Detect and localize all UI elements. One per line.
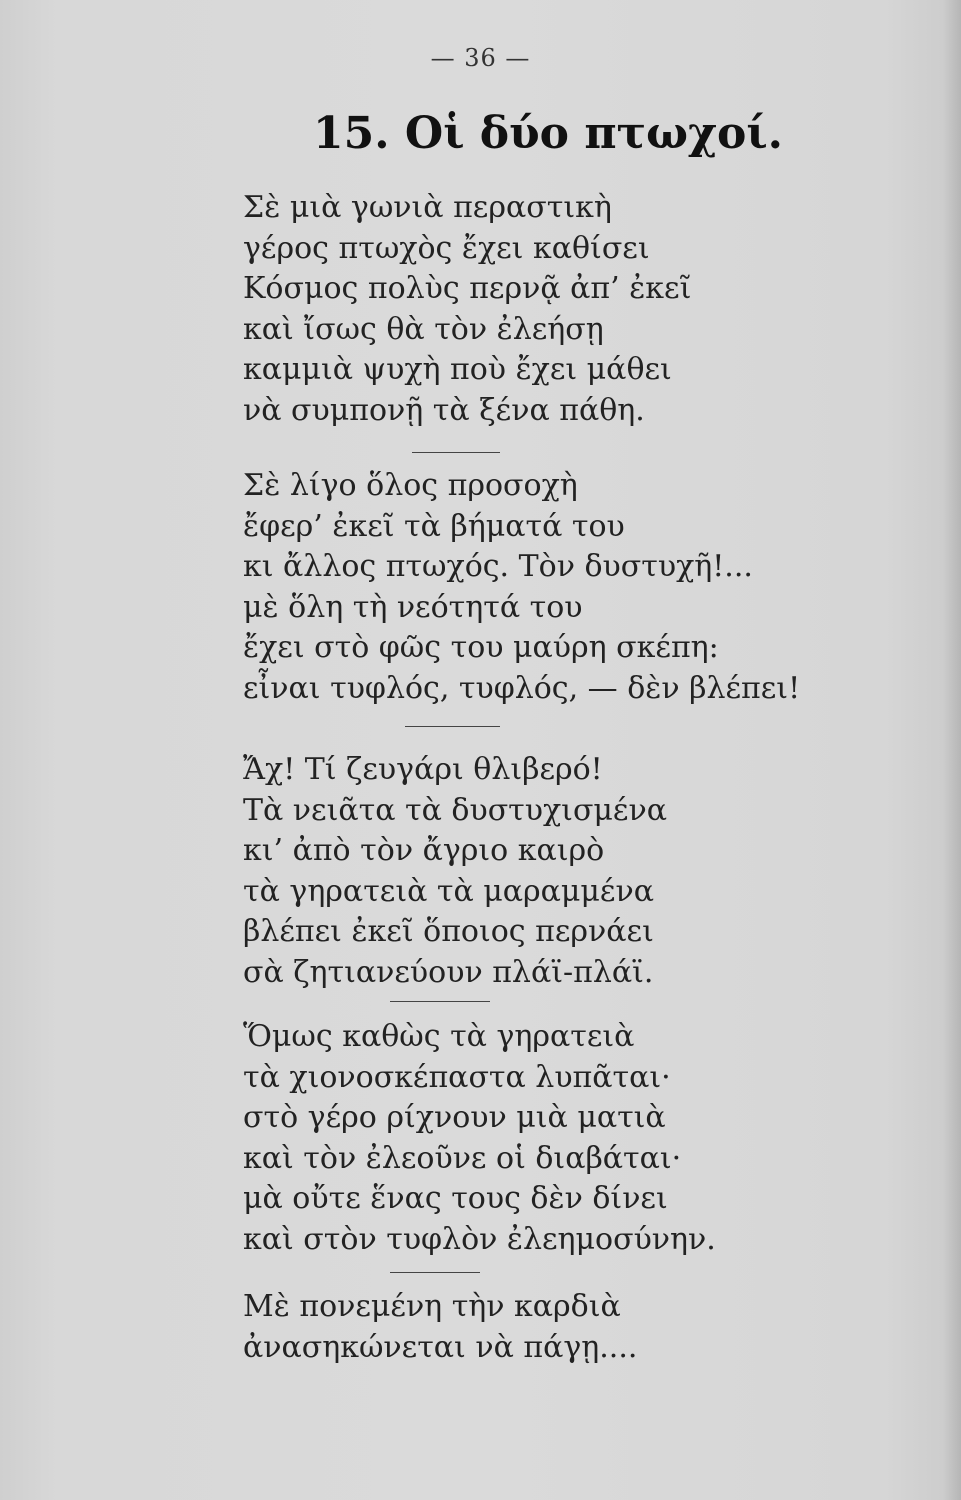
verse-line: καὶ στὸν τυφλὸν ἐλεημοσύνην.: [243, 1221, 716, 1257]
stanza-4: [243, 1017, 716, 1260]
verse-line: μὲ ὅλη τὴ νεότητά του: [243, 589, 583, 625]
verse-line: Ἄχ! Τί ζευγάρι θλιβερό!: [243, 752, 603, 787]
page-number: — 36 —: [430, 44, 531, 72]
verse-line: ἀνασηκώνεται νὰ πάγῃ....: [243, 1329, 638, 1365]
verse-line: Σὲ μιὰ γωνιὰ περαστικὴ: [243, 190, 612, 225]
stanza-divider: [390, 1272, 480, 1273]
verse-line: γέρος πτωχὸς ἔχει καθίσει: [243, 230, 650, 266]
stanza-divider: [405, 726, 500, 727]
poem-title: 15. Οἱ δύο πτωχοί.: [313, 108, 783, 159]
verse-line: εἶναι τυφλός, τυφλός, — δὲν βλέπει!: [243, 670, 801, 706]
verse-line: κι’ ἀπὸ τὸν ἄγριο καιρὸ: [243, 833, 605, 868]
stanza-2: [243, 466, 800, 709]
verse-line: καμμιὰ ψυχὴ ποὺ ἔχει μάθει: [243, 352, 672, 387]
verse-line: τὰ γηρατειὰ τὰ μαραμμένα: [243, 873, 654, 909]
stanza-divider: [412, 452, 500, 453]
verse-line: κι ἄλλος πτωχός. Τὸν δυστυχῆ!...: [243, 549, 753, 584]
stanza-5: [243, 1287, 637, 1368]
verse-line: μὰ οὔτε ἕνας τους δὲν δίνει: [243, 1181, 668, 1216]
verse-line: ἔφερ’ ἐκεῖ τὰ βήματά του: [243, 508, 625, 544]
stanza-divider: [390, 1001, 490, 1002]
stanza-3: [243, 750, 667, 993]
verse-line: Σὲ λίγο ὅλος προσοχὴ: [243, 468, 578, 503]
verse-line: καὶ τὸν ἐλεοῦνε οἱ διαβάται·: [243, 1140, 682, 1176]
verse-line: βλέπει ἐκεῖ ὅποιος περνάει: [243, 914, 654, 949]
verse-line: Τὰ νειᾶτα τὰ δυστυχισμένα: [243, 792, 667, 828]
verse-line: νὰ συμπονῇ τὰ ξένα πάθη.: [243, 392, 645, 428]
verse-line: Κόσμος πολὺς περνᾷ ἀπ’ ἐκεῖ: [243, 271, 692, 306]
verse-line: Ὅμως καθὼς τὰ γηρατειὰ: [243, 1019, 635, 1054]
verse-line: στὸ γέρο ρίχνουν μιὰ ματιὰ: [243, 1100, 666, 1135]
page-edge-shadow: [943, 0, 961, 1500]
verse-line: ἔχει στὸ φῶς του μαύρη σκέπη:: [243, 630, 719, 665]
verse-line: σὰ ζητιανεύουν πλάϊ-πλάϊ.: [243, 954, 654, 990]
stanza-1: [243, 188, 691, 431]
verse-line: καὶ ἴσως θὰ τὸν ἐλεήσῃ: [243, 311, 604, 347]
verse-line: Μὲ πονεμένη τὴν καρδιὰ: [243, 1289, 621, 1324]
verse-line: τὰ χιονοσκέπαστα λυπᾶται·: [243, 1059, 671, 1095]
